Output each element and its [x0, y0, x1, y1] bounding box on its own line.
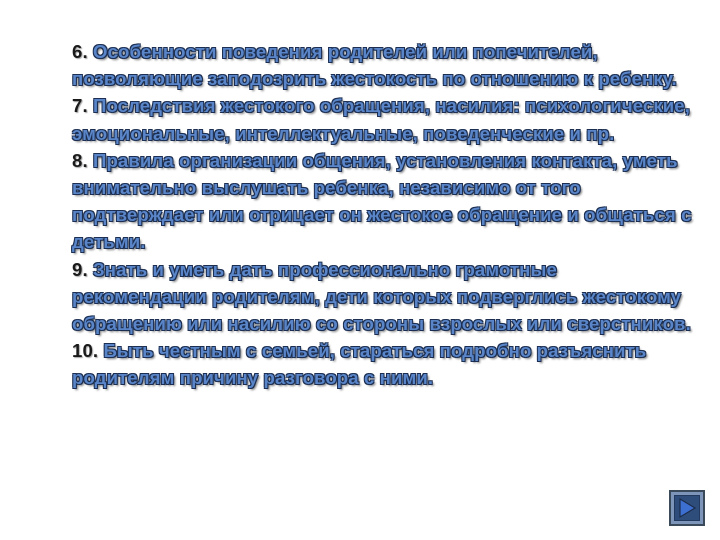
item-number: 10.: [72, 340, 99, 362]
next-slide-button[interactable]: [669, 490, 705, 526]
item-number: 8.: [72, 149, 88, 171]
play-right-triangle-icon: [676, 497, 698, 519]
slide-body-text: [72, 38, 697, 392]
item-text: Знать и уметь дать профессионально грамотные рекомендации родителям, дети которых подверглись жестокому обращению или насилию со стороны взрослых или сверстников.: [72, 258, 691, 335]
list-item-7: [72, 92, 697, 146]
item-number: 6.: [72, 41, 88, 62]
item-number: 7.: [72, 95, 88, 117]
item-text: Быть честным с семьей, стараться подробно разъяснить родителям причину разговора с ними.: [72, 340, 647, 389]
item-text: Последствия жестокого обращения, насилия: психологические, эмоциональные, интеллектуальные, поведенческие и пр.: [72, 95, 690, 144]
item-text: Особенности поведения родителей или попечителей, позволяющие заподозрить жестокость по отношению к ребенку.: [72, 41, 677, 90]
item-number: 9.: [72, 258, 88, 280]
list-item-9: [72, 256, 697, 338]
list-item-8: [72, 147, 697, 256]
list-item-10: [72, 337, 697, 391]
item-text: Правила организации общения, установления контакта, уметь внимательно выслушать ребенка, независимо от того подтверждает или отрицает он жестокое обращение и общаться с детьми.: [72, 149, 692, 253]
list-item-6: [72, 38, 697, 92]
